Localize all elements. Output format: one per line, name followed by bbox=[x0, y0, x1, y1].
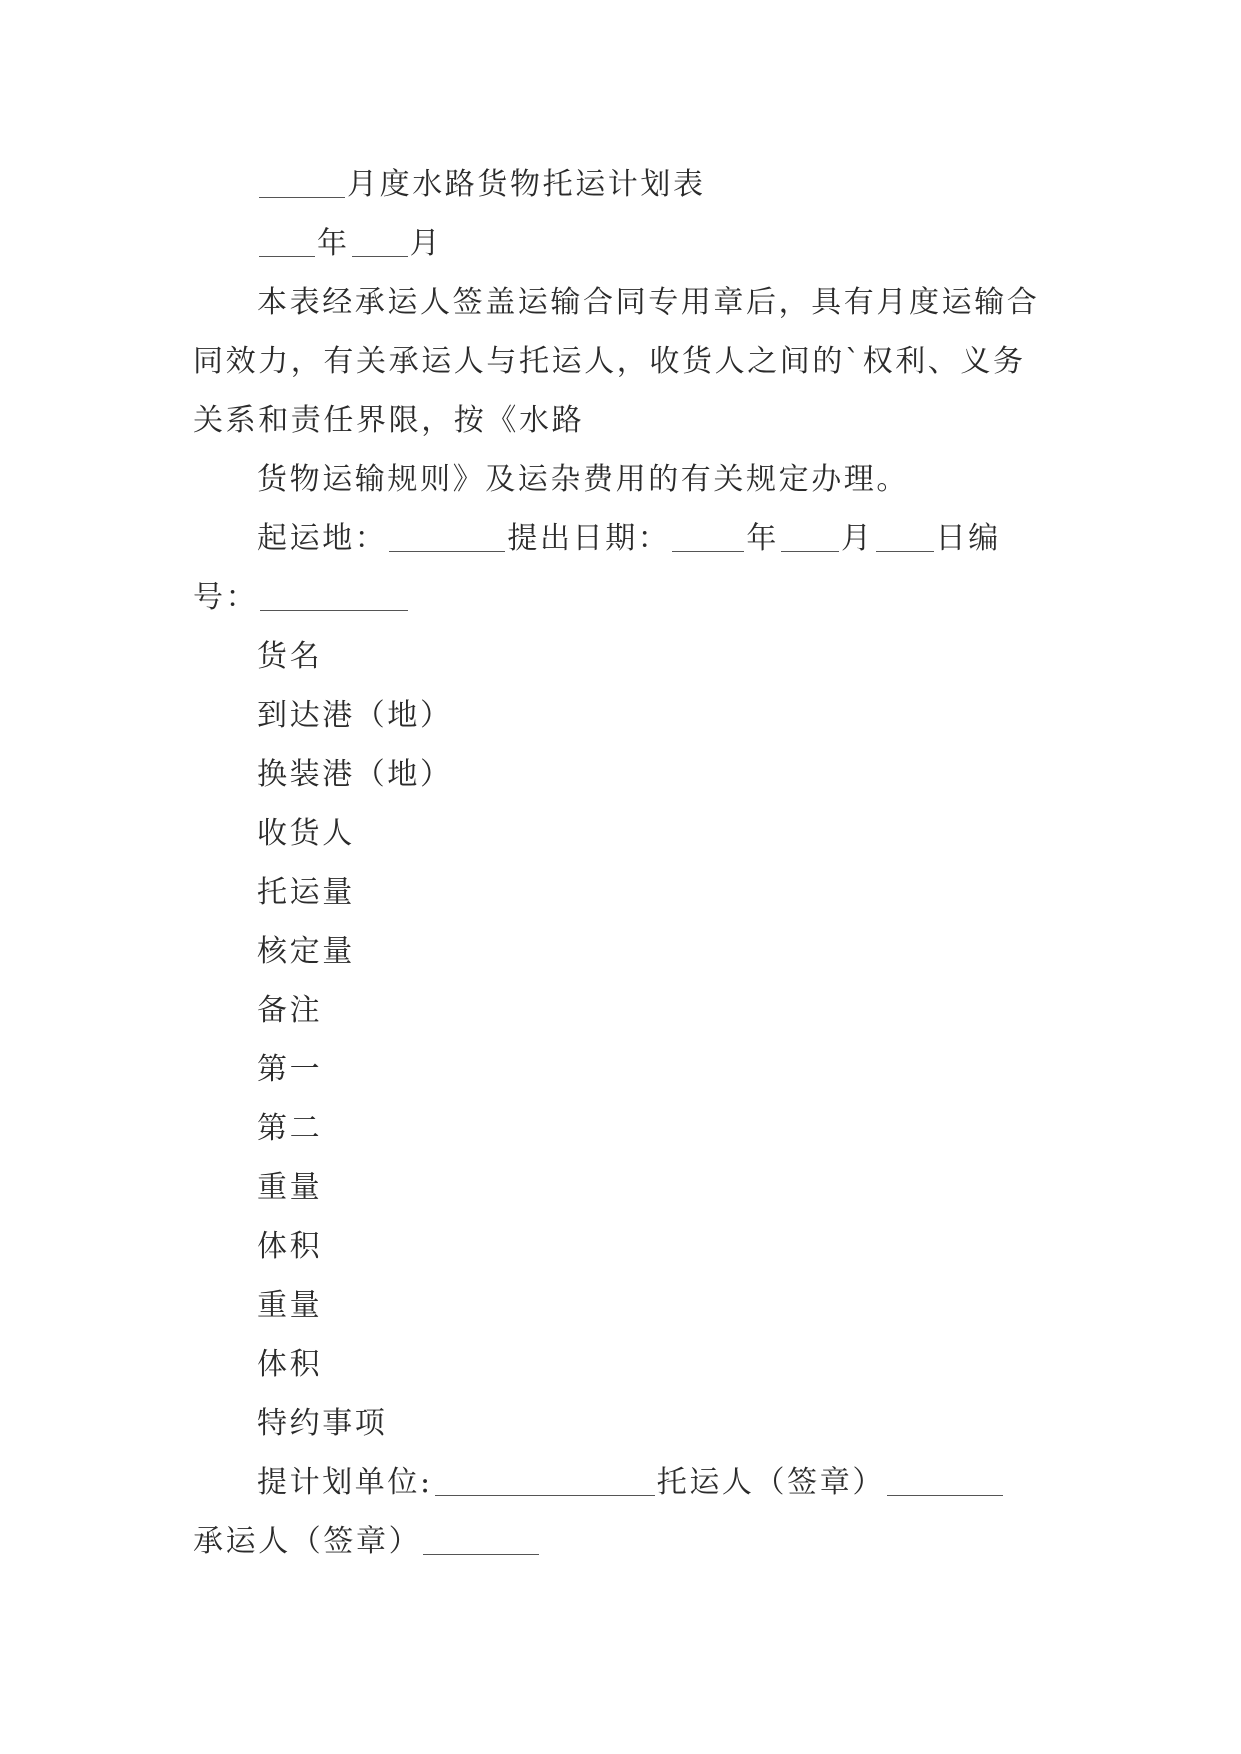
shipper-label: 托运人（签章） bbox=[656, 1465, 885, 1500]
year-blank[interactable] bbox=[259, 256, 315, 257]
doc-title: 月度水路货物托运计划表 bbox=[347, 167, 706, 202]
field-item: 第一 bbox=[257, 1052, 323, 1087]
month-label: 月 bbox=[409, 226, 443, 261]
title-line bbox=[193, 155, 1055, 214]
signature-line bbox=[193, 1453, 1055, 1512]
field-item: 体积 bbox=[257, 1229, 323, 1264]
field-item: 重量 bbox=[257, 1288, 323, 1323]
field-item: 到达港（地） bbox=[257, 698, 453, 733]
field-item: 核定量 bbox=[257, 934, 355, 969]
date-month-label: 月 bbox=[841, 521, 874, 556]
origin-date-line bbox=[193, 509, 1055, 568]
field-item: 托运量 bbox=[257, 875, 355, 910]
date-label: 提出日期： bbox=[507, 521, 671, 556]
number-blank[interactable] bbox=[260, 610, 408, 611]
date-day-blank[interactable] bbox=[876, 551, 934, 552]
field-item: 换装港（地） bbox=[257, 757, 453, 792]
field-item: 特约事项 bbox=[257, 1406, 388, 1441]
field-item: 收货人 bbox=[257, 816, 355, 851]
intro-paragraph: 本表经承运人签盖运输合同专用章后，具有月度运输合同效力，有关承运人与托运人，收货人之间的`权利、义务关系和责任界限，按《水路 bbox=[193, 285, 1040, 438]
carrier-line bbox=[193, 1512, 1055, 1571]
year-month-line bbox=[193, 214, 1055, 273]
field-item: 备注 bbox=[257, 993, 323, 1028]
date-year-label: 年 bbox=[746, 521, 780, 556]
carrier-blank[interactable] bbox=[423, 1554, 539, 1555]
date-month-blank[interactable] bbox=[781, 551, 839, 552]
year-label: 年 bbox=[317, 226, 350, 261]
number-label: 号： bbox=[193, 580, 259, 615]
carrier-label: 承运人（签章） bbox=[193, 1524, 422, 1559]
shipper-blank[interactable] bbox=[887, 1495, 1003, 1496]
month-value-blank[interactable] bbox=[352, 256, 408, 257]
month-blank[interactable] bbox=[259, 197, 345, 198]
field-item: 货名 bbox=[257, 639, 323, 674]
date-year-blank[interactable] bbox=[672, 551, 744, 552]
field-item: 第二 bbox=[257, 1111, 323, 1146]
field-list bbox=[193, 627, 1055, 1453]
field-item: 体积 bbox=[257, 1347, 323, 1382]
document-page bbox=[193, 155, 1055, 1571]
origin-blank[interactable] bbox=[389, 551, 505, 552]
plan-unit-label: 提计划单位: bbox=[257, 1465, 433, 1500]
intro-continuation: 货物运输规则》及运杂费用的有关规定办理。 bbox=[257, 462, 909, 497]
plan-unit-blank[interactable] bbox=[435, 1495, 655, 1496]
number-line bbox=[193, 568, 1055, 627]
day-number-label: 日编 bbox=[935, 521, 1001, 556]
origin-label: 起运地： bbox=[257, 521, 388, 556]
field-item: 重量 bbox=[257, 1170, 323, 1205]
